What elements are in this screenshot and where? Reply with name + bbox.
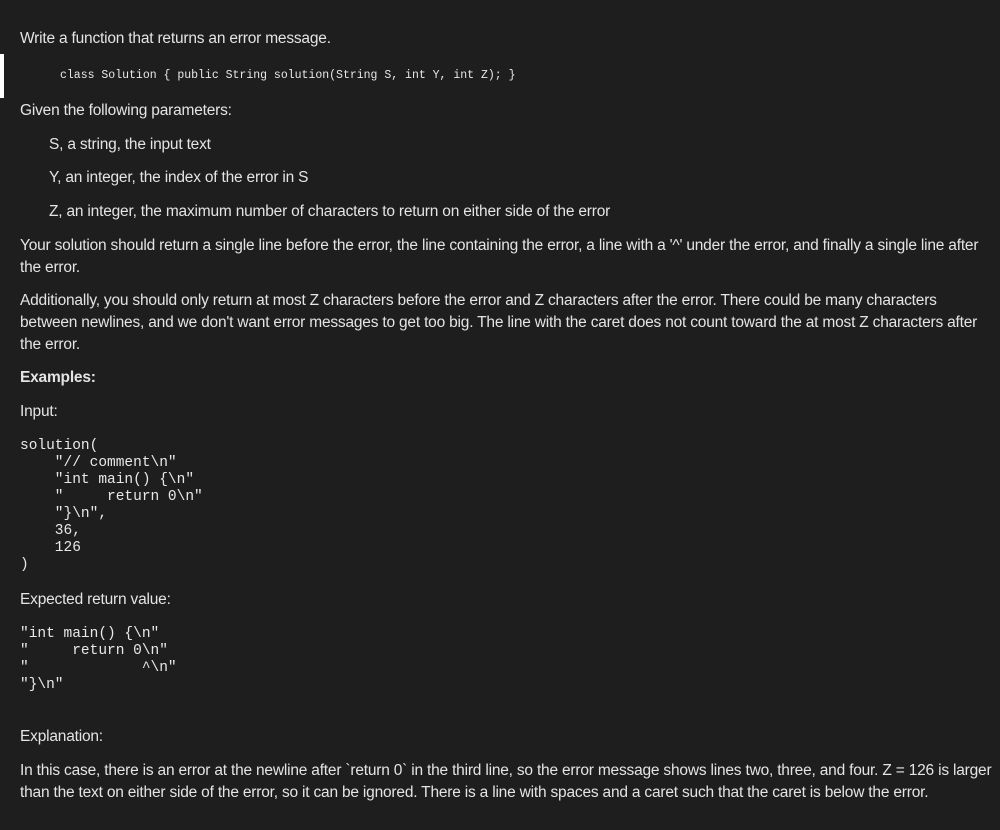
- return-description: Your solution should return a single line before the error, the line containing the error, a line with a '^' under the error, and finally a single line after the error.: [20, 237, 979, 276]
- input-code-block: solution( "// comment\n" "int main() {\n" " return 0\n" "}\n", 36, 126 ): [20, 438, 203, 573]
- limit-description: Additionally, you should only return at most Z characters before the error and Z characters after the error. There could be many characters between newlines, and we don't want error messages to get too big. The line with the caret does not count toward the at most Z characters after the error.: [20, 292, 978, 353]
- expected-label: Expected return value:: [20, 591, 171, 608]
- intro-text: Write a function that returns an error message.: [20, 30, 331, 47]
- explanation-text: In this case, there is an error at the newline after `return 0` in the third line, so the error message shows lines two, three, and four. Z = 126 is larger than the text on either side of the error, so it can be ignored. There is a line with spaces and a caret such that the caret is below the error.: [20, 762, 992, 801]
- param-item-z: Z, an integer, the maximum number of characters to return on either side of the error: [49, 203, 611, 220]
- params-heading: Given the following parameters:: [20, 102, 232, 119]
- expected-code-block: "int main() {\n" " return 0\n" " ^\n" "}\n": [20, 626, 177, 693]
- signature-code: class Solution { public String solution(String S, int Y, int Z); }: [60, 69, 516, 82]
- input-label: Input:: [20, 403, 58, 420]
- param-item-s: S, a string, the input text: [49, 136, 211, 153]
- blockquote-accent-bar: [0, 54, 4, 98]
- examples-heading: Examples:: [20, 369, 96, 386]
- explanation-label: Explanation:: [20, 728, 103, 745]
- param-item-y: Y, an integer, the index of the error in S: [49, 169, 309, 186]
